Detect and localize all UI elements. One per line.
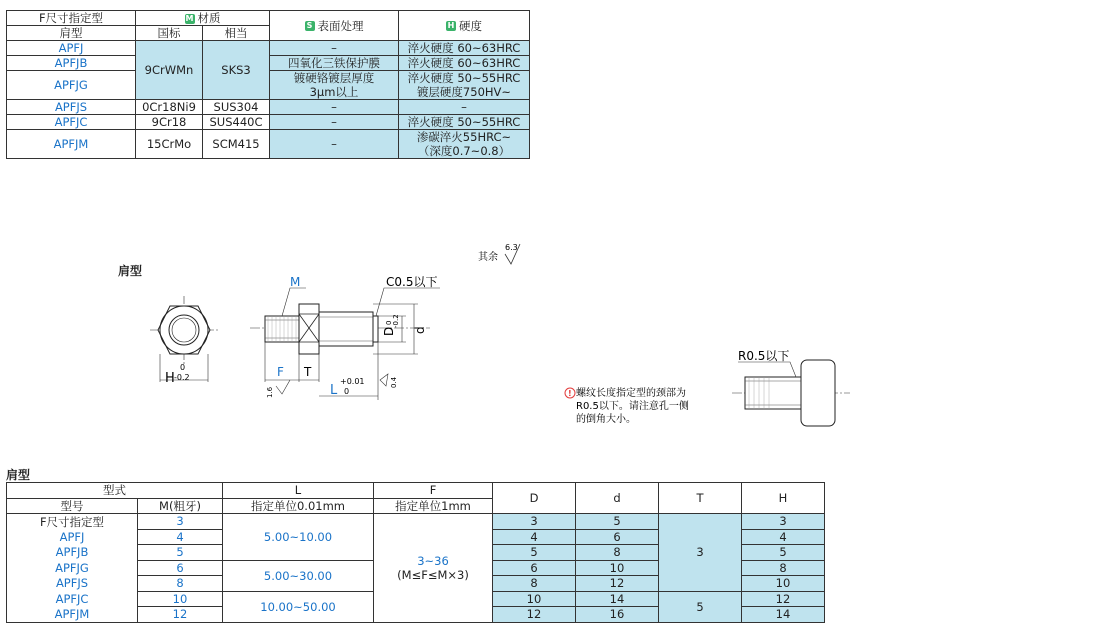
l-range-cell: 5.00~10.00 (223, 514, 374, 561)
roughness-f: 1.6 (266, 386, 274, 398)
header-material: M 材质 (136, 11, 270, 26)
h-cell: 12 (742, 591, 825, 607)
d-lower-cell: 8 (576, 545, 659, 561)
d-upper-cell: 12 (493, 607, 576, 623)
surface-cell: – (270, 115, 399, 130)
d-lower-cell: 12 (576, 576, 659, 592)
label-m: M (290, 275, 301, 289)
header-h: H (742, 483, 825, 514)
drawing-title: 肩型 (118, 264, 143, 278)
table-row (7, 514, 825, 530)
equivalent-cell: SCM415 (203, 130, 270, 159)
l-range-cell: 10.00~50.00 (223, 591, 374, 622)
type-cell: APFJC (7, 115, 136, 130)
d-lower-cell: 6 (576, 529, 659, 545)
hardness-cell: 淬火硬度 60~63HRC (399, 41, 530, 56)
surface-cell: 四氧化三铁保护膜 (270, 56, 399, 71)
d-upper-cell: 6 (493, 560, 576, 576)
type-cell: APFJG (7, 71, 136, 100)
m-cell: 3 (138, 514, 223, 530)
hardness-cell: 淬火硬度 50~55HRC (399, 71, 530, 86)
m-cell: 12 (138, 607, 223, 623)
d-lower-cell: 5 (576, 514, 659, 530)
surface-cell: – (270, 100, 399, 115)
header-national: 国标 (136, 26, 203, 41)
equivalent-cell: SUS440C (203, 115, 270, 130)
label-d: d (413, 326, 427, 334)
hardness-cell: – (399, 100, 530, 115)
d-upper-cell: 10 (493, 591, 576, 607)
surface-badge-icon: S (305, 21, 315, 31)
t-cell: 3 (659, 514, 742, 592)
header-hardness: H 硬度 (399, 11, 530, 41)
h-cell: 4 (742, 529, 825, 545)
m-cell: 10 (138, 591, 223, 607)
model-cell: F尺寸指定型 (7, 514, 138, 530)
label-l-tol-top: +0.01 (340, 377, 365, 386)
size-table-caption: 肩型 (6, 468, 31, 482)
type-cell: APFJB (7, 56, 136, 71)
label-d-upper: D (382, 326, 396, 336)
svg-text:!: ! (568, 389, 572, 398)
header-shoulder: 肩型 (7, 26, 136, 41)
equivalent-cell: SKS3 (203, 41, 270, 100)
model-cell: APFJS (7, 576, 138, 592)
model-cell: APFJB (7, 545, 138, 561)
header-f: F (374, 483, 493, 499)
header-surface: S 表面处理 (270, 11, 399, 41)
label-t: T (304, 365, 312, 379)
surface-cell: 镀硬铬镀层厚度 (270, 71, 399, 86)
label-l: L (330, 383, 338, 398)
roughness-d-icon (380, 374, 388, 386)
type-cell: APFJS (7, 100, 136, 115)
label-r: R0.5以下 (738, 349, 790, 363)
national-cell: 9CrWMn (136, 41, 203, 100)
header-t: T (659, 483, 742, 514)
m-cell: 4 (138, 529, 223, 545)
h-cell: 10 (742, 576, 825, 592)
header-model: 型号 (7, 498, 138, 514)
technical-drawing (0, 230, 1100, 440)
hardness-cell: 淬火硬度 50~55HRC (399, 115, 530, 130)
d-upper-cell: 4 (493, 529, 576, 545)
header-l-unit: 指定单位0.01mm (223, 498, 374, 514)
h-cell: 14 (742, 607, 825, 623)
d-lower-cell: 14 (576, 591, 659, 607)
t-cell: 5 (659, 591, 742, 622)
roughness-value: 6.3 (505, 243, 518, 252)
roughness-d: 0.4 (390, 376, 398, 388)
label-d-tol-bottom: -0.2 (392, 314, 400, 328)
table-row (7, 115, 530, 130)
header-equivalent: 相当 (203, 26, 270, 41)
note-line1: 螺纹长度指定型的颈部为 (576, 388, 686, 399)
national-cell: 15CrMo (136, 130, 203, 159)
roughness-f-icon (276, 380, 290, 394)
label-l-tol-bottom: 0 (344, 387, 350, 396)
label-h-tol-top: 0 (180, 363, 186, 372)
header-f-unit: 指定单位1mm (374, 498, 493, 514)
label-h-tol-bottom: -0.2 (174, 373, 190, 382)
table-row (7, 41, 530, 56)
hardness-cell: 淬火硬度 60~63HRC (399, 56, 530, 71)
h-cell: 5 (742, 545, 825, 561)
surface-cell: – (270, 130, 399, 159)
header-style: 型式 (7, 483, 223, 499)
national-cell: 9Cr18 (136, 115, 203, 130)
hardness-cell-line2: 镀层硬度750HV~ (399, 85, 530, 100)
table-row (7, 130, 530, 145)
type-cell: APFJ (7, 41, 136, 56)
model-cell: APFJ (7, 529, 138, 545)
material-badge-icon: M (185, 13, 194, 23)
hardness-cell: 渗碳淬火55HRC~ (399, 130, 530, 145)
header-d-lower: d (576, 483, 659, 514)
national-cell: 0Cr18Ni9 (136, 100, 203, 115)
type-cell: APFJM (7, 130, 136, 159)
roughness-prefix: 其余 (478, 252, 498, 263)
m-cell: 8 (138, 576, 223, 592)
note-line2: R0.5以下。请注意孔一侧 (576, 401, 689, 412)
header-d-upper: D (493, 483, 576, 514)
model-cell: APFJG (7, 560, 138, 576)
model-cell: APFJC (7, 591, 138, 607)
surface-cell: – (270, 41, 399, 56)
header-m-coarse: M(粗牙) (138, 498, 223, 514)
d-upper-cell: 3 (493, 514, 576, 530)
label-d-tol-top: 0 (385, 320, 393, 325)
detail-view (732, 360, 850, 426)
size-table (6, 482, 825, 623)
table-row (7, 100, 530, 115)
l-range-cell: 5.00~30.00 (223, 560, 374, 591)
hardness-cell-line2: （深度0.7~0.8） (399, 144, 530, 159)
hardness-badge-icon: H (447, 21, 455, 30)
header-l: L (223, 483, 374, 499)
h-cell: 8 (742, 560, 825, 576)
d-lower-cell: 16 (576, 607, 659, 623)
note-line3: 的倒角大小。 (576, 414, 636, 425)
equivalent-cell: SUS304 (203, 100, 270, 115)
header-f-spec: F尺寸指定型 (7, 11, 136, 26)
label-f: F (277, 365, 284, 379)
m-cell: 6 (138, 560, 223, 576)
d-upper-cell: 8 (493, 576, 576, 592)
label-c: C0.5以下 (386, 275, 438, 289)
surface-cell-line2: 3μm以上 (270, 85, 399, 100)
model-cell: APFJM (7, 607, 138, 623)
label-h: H (165, 371, 175, 386)
h-cell: 3 (742, 514, 825, 530)
d-lower-cell: 10 (576, 560, 659, 576)
f-range-cell: 3~36 (M≤F≤M×3) (374, 514, 493, 623)
d-upper-cell: 5 (493, 545, 576, 561)
m-cell: 5 (138, 545, 223, 561)
material-table (6, 10, 530, 159)
